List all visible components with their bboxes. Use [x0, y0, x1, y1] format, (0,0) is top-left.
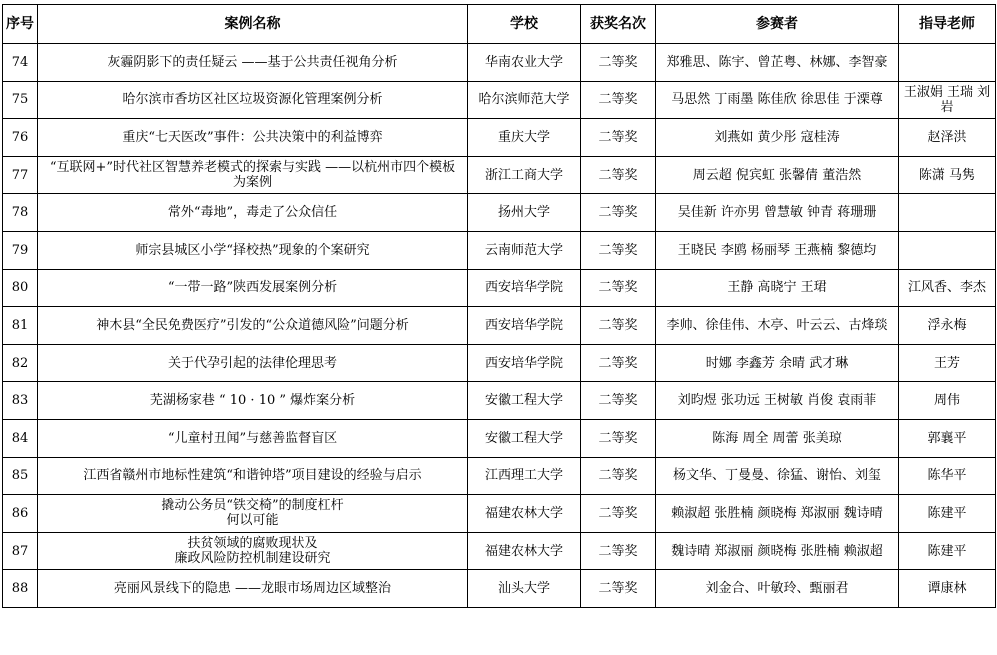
advisor [899, 194, 996, 232]
school: 西安培华学院 [468, 307, 581, 345]
participants: 李帅、徐佳伟、木亭、叶云云、古烽琰 [656, 307, 899, 345]
award: 二等奖 [581, 119, 656, 157]
case-name: 重庆“七天医改”事件：公共决策中的利益博弈 [38, 119, 468, 157]
header-advisor: 指导老师 [899, 5, 996, 44]
table-row [3, 382, 996, 420]
school: 福建农林大学 [468, 495, 581, 533]
award: 二等奖 [581, 231, 656, 269]
award: 二等奖 [581, 382, 656, 420]
school: 汕头大学 [468, 570, 581, 608]
school: 西安培华学院 [468, 269, 581, 307]
school: 华南农业大学 [468, 44, 581, 82]
participants: 刘金合、叶敏玲、甄丽君 [656, 570, 899, 608]
school: 安徽工程大学 [468, 419, 581, 457]
participants: 时娜 李鑫芳 余晴 武才琳 [656, 344, 899, 382]
case-name: 扶贫领域的腐败现状及 廉政风险防控机制建设研究 [38, 532, 468, 570]
case-name: 师宗县城区小学“择校热”现象的个案研究 [38, 231, 468, 269]
advisor [899, 231, 996, 269]
row-index: 74 [3, 44, 38, 82]
row-index: 87 [3, 532, 38, 570]
row-index: 81 [3, 307, 38, 345]
participants: 王静 高晓宁 王珺 [656, 269, 899, 307]
row-index: 83 [3, 382, 38, 420]
case-name: 芜湖杨家巷 “ 10 · 10 ” 爆炸案分析 [38, 382, 468, 420]
participants: 吴佳新 许亦男 曾慧敏 钟青 蒋珊珊 [656, 194, 899, 232]
advisor: 王芳 [899, 344, 996, 382]
participants: 陈海 周全 周蕾 张美琼 [656, 419, 899, 457]
table-row [3, 81, 996, 119]
advisor: 陈潇 马隽 [899, 156, 996, 194]
award: 二等奖 [581, 457, 656, 495]
school: 安徽工程大学 [468, 382, 581, 420]
case-name: 关于代孕引起的法律伦理思考 [38, 344, 468, 382]
advisor: 陈建平 [899, 532, 996, 570]
participants: 刘燕如 黄少彤 寇桂涛 [656, 119, 899, 157]
table-row [3, 532, 996, 570]
award: 二等奖 [581, 81, 656, 119]
row-index: 84 [3, 419, 38, 457]
table-header-row [3, 5, 996, 44]
participants: 郑雅思、陈宇、曾芷粤、林娜、李智豪 [656, 44, 899, 82]
advisor: 周伟 [899, 382, 996, 420]
header-index: 序号 [3, 5, 38, 44]
table-row [3, 495, 996, 533]
school: 西安培华学院 [468, 344, 581, 382]
header-participants: 参赛者 [656, 5, 899, 44]
advisor: 陈建平 [899, 495, 996, 533]
participants: 赖淑超 张胜楠 颜晓梅 郑淑丽 魏诗晴 [656, 495, 899, 533]
row-index: 77 [3, 156, 38, 194]
award: 二等奖 [581, 532, 656, 570]
school: 福建农林大学 [468, 532, 581, 570]
advisor: 郭襄平 [899, 419, 996, 457]
advisor [899, 44, 996, 82]
school: 江西理工大学 [468, 457, 581, 495]
participants: 刘昀煜 张功远 王树敏 肖俊 袁雨菲 [656, 382, 899, 420]
header-school: 学校 [468, 5, 581, 44]
table-body [3, 44, 996, 608]
award: 二等奖 [581, 307, 656, 345]
case-name: 灰霾阴影下的责任疑云 ——基于公共责任视角分析 [38, 44, 468, 82]
participants: 马思然 丁雨墨 陈佳欣 徐思佳 于溧尊 [656, 81, 899, 119]
advisor: 王淑娟 王瑞 刘岩 [899, 81, 996, 119]
award: 二等奖 [581, 44, 656, 82]
case-name: 亮丽风景线下的隐患 ——龙眼市场周边区域整治 [38, 570, 468, 608]
case-name: 哈尔滨市香坊区社区垃圾资源化管理案例分析 [38, 81, 468, 119]
advisor: 江风香、李杰 [899, 269, 996, 307]
case-name: 江西省赣州市地标性建筑“和谐钟塔”项目建设的经验与启示 [38, 457, 468, 495]
participants: 周云超 倪宾虹 张馨倩 董浩然 [656, 156, 899, 194]
school: 哈尔滨师范大学 [468, 81, 581, 119]
table-row [3, 344, 996, 382]
table-row [3, 156, 996, 194]
row-index: 76 [3, 119, 38, 157]
school: 浙江工商大学 [468, 156, 581, 194]
participants: 魏诗晴 郑淑丽 颜晓梅 张胜楠 赖淑超 [656, 532, 899, 570]
case-name: “儿童村丑闻”与慈善监督盲区 [38, 419, 468, 457]
award: 二等奖 [581, 156, 656, 194]
row-index: 75 [3, 81, 38, 119]
row-index: 80 [3, 269, 38, 307]
award-table [2, 4, 996, 608]
case-name: 常外“毒地”，毒走了公众信任 [38, 194, 468, 232]
award: 二等奖 [581, 419, 656, 457]
row-index: 88 [3, 570, 38, 608]
award: 二等奖 [581, 269, 656, 307]
advisor: 陈华平 [899, 457, 996, 495]
row-index: 85 [3, 457, 38, 495]
advisor: 浮永梅 [899, 307, 996, 345]
row-index: 86 [3, 495, 38, 533]
case-name: “一带一路”陕西发展案例分析 [38, 269, 468, 307]
table-row [3, 119, 996, 157]
award: 二等奖 [581, 344, 656, 382]
case-name: “互联网+”时代社区智慧养老模式的探索与实践 ——以杭州市四个模板为案例 [38, 156, 468, 194]
advisor: 谭康林 [899, 570, 996, 608]
row-index: 78 [3, 194, 38, 232]
table-row [3, 570, 996, 608]
school: 云南师范大学 [468, 231, 581, 269]
table-row [3, 457, 996, 495]
row-index: 82 [3, 344, 38, 382]
table-row [3, 231, 996, 269]
participants: 杨文华、丁曼曼、徐猛、谢怡、刘玺 [656, 457, 899, 495]
row-index: 79 [3, 231, 38, 269]
table-row [3, 269, 996, 307]
table-row [3, 194, 996, 232]
header-award: 获奖名次 [581, 5, 656, 44]
award: 二等奖 [581, 194, 656, 232]
table-row [3, 44, 996, 82]
case-name: 神木县“全民免费医疗”引发的“公众道德风险”问题分析 [38, 307, 468, 345]
school: 重庆大学 [468, 119, 581, 157]
advisor: 赵泽洪 [899, 119, 996, 157]
award: 二等奖 [581, 495, 656, 533]
case-name: 撬动公务员“铁交椅”的制度杠杆 何以可能 [38, 495, 468, 533]
school: 扬州大学 [468, 194, 581, 232]
table-row [3, 419, 996, 457]
award: 二等奖 [581, 570, 656, 608]
participants: 王晓民 李鸥 杨丽琴 王燕楠 黎德均 [656, 231, 899, 269]
header-case-name: 案例名称 [38, 5, 468, 44]
table-row [3, 307, 996, 345]
